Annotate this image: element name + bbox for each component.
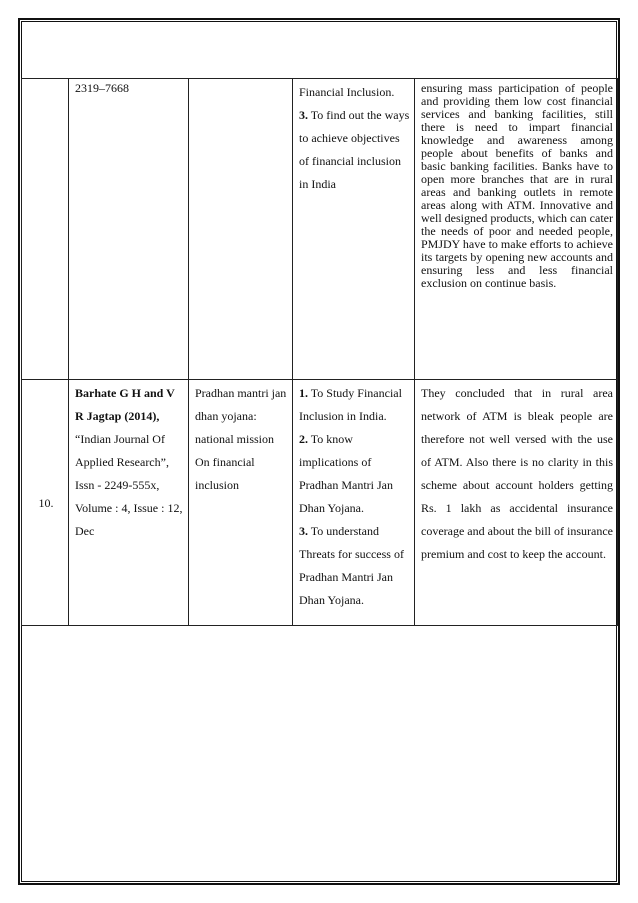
objective-text: To understand Threats for success of Pradhan Mantri Jan Dhan Yojana. — [299, 524, 404, 607]
cell-title — [189, 79, 293, 380]
objective-number: 2. — [299, 432, 308, 446]
cell-findings — [415, 79, 618, 380]
journal-text: “Indian Journal Of Applied Research”, Issn - 2249-555x, Volume : 4, Issue : 12, Dec — [75, 432, 183, 538]
cell-number — [22, 380, 69, 626]
cell-objectives — [293, 380, 415, 626]
objective-number: 1. — [299, 386, 308, 400]
title-text: Pradhan mantri jan dhan yojana: national mission On financial inclusion — [195, 386, 287, 492]
literature-review-table — [21, 78, 618, 626]
objective-text: To know implications of Pradhan Mantri Jan Dhan Yojana. — [299, 432, 393, 515]
cell-title — [189, 380, 293, 626]
objective-number: 3. — [299, 524, 308, 538]
cell-number — [22, 79, 69, 380]
cell-reference — [69, 79, 189, 380]
row-number: 10. — [38, 495, 54, 510]
cell-reference — [69, 380, 189, 626]
table-row — [22, 79, 618, 380]
cell-findings — [415, 380, 618, 626]
objective-text: To find out the ways to achieve objectives of financial inclusion in India — [299, 108, 410, 191]
authors-text: Barhate G H and V R Jagtap (2014), — [75, 386, 175, 423]
table-row — [22, 380, 618, 626]
objective-text: Financial Inclusion. — [299, 85, 395, 99]
objective-text: To Study Financial Inclusion in India. — [299, 386, 402, 423]
findings-text: They concluded that in rural area network of ATM is bleak people are therefore not well versed with the use of ATM. Also there is no clarity in this scheme about account holders getting Rs. 1 lakh as accidental insurance coverage and about the bill of insurance premium and cost to keep the account. — [421, 386, 613, 561]
findings-text: ensuring mass participation of people and providing them low cost financial services and banking facilities, still there is need to impart financial knowledge and awareness among people about benefits of banks and basic banking facilities. Banks have to open more branches that are in rural areas and banking outlets in remote areas along with ATM. Innovative and well designed products, which can cater the needs of poor and needed people, PMJDY have to make efforts to achieve its targets by opening new accounts and ensuring less and less financial exclusion on continue basis. — [421, 81, 613, 290]
reference-text: 2319–7668 — [75, 81, 129, 95]
cell-objectives — [293, 79, 415, 380]
objective-number: 3. — [299, 108, 308, 122]
